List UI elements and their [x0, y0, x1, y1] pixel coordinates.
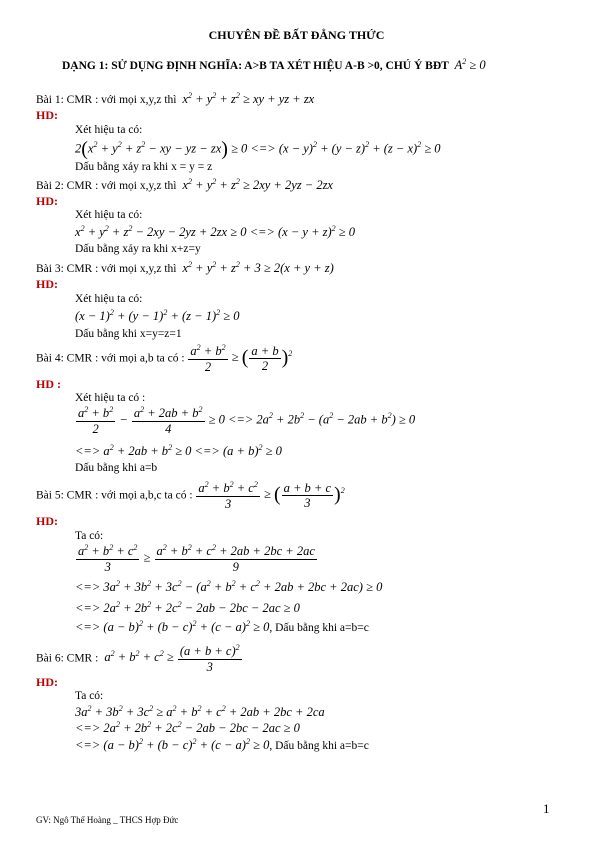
problem-6-step-2: <=> $2a^2 + 2b^2 + 2c^2 - 2ab - 2bc - 2ac \ge 0$: [75, 720, 300, 736]
problem-5-step-4: <=> $(a - b)^2 + (b - c)^2 + (c - a)^2 \ge 0$, Dấu bằng khi a=b=c: [75, 619, 369, 635]
problem-6-hd-label: HD:: [36, 675, 58, 689]
problem-1-formula: $x^2 + y^2 + z^2$ ≥ xy + yz + zx: [179, 91, 315, 107]
problem-1-step-1: $2(x^2 + y^2 + z^2$ − xy − yz − zx) ≥ 0 <=> $(x - y)^2 + (y - z)^2 + (z - x)^2 \ge 0$: [75, 138, 441, 160]
page-title: CHUYÊN ĐỀ BẤT ĐẲNG THỨC: [208, 28, 385, 42]
problem-4-statement: Bài 4: CMR : với mọi a,b ta có : $\frac{a^2 + b^2}{2}$ ≥ ( $\frac{a + b}{2}$ )$^2$: [36, 343, 293, 374]
problem-3-intro: Xét hiệu ta có:: [75, 293, 143, 305]
page-number: 1: [543, 801, 550, 816]
problem-3-statement: Bài 3: CMR : với mọi x,y,z thì $x^2 + y^2 + z^2 + 3 \ge 2(x + y + z)$: [36, 260, 334, 276]
problem-4-formula: $\frac{a^2 + b^2}{2}$ ≥ ( $\frac{a + b}{2}$ )$^2$: [190, 343, 293, 374]
problem-6-statement: Bài 6: CMR : $a^2 + b^2 + c^2$ ≥ $\frac{(a + b + c)^2}{3}$: [36, 643, 243, 674]
problem-1-hd-label: HD:: [36, 108, 58, 122]
problem-3-formula: $x^2 + y^2 + z^2 + 3 \ge 2(x + y + z)$: [179, 260, 334, 276]
problem-3-equality: Dấu bằng khi x=y=z=1: [75, 328, 182, 340]
problem-6-equality: , Dấu bằng khi a=b=c: [269, 740, 369, 753]
formula-a-squared: $A^2 \ge 0$: [451, 57, 486, 73]
problem-4-step-1: $\frac{a^2 + b^2}{2}$ − $\frac{a^2 + 2ab + b^2}{4}$ ≥ 0 <=> $2a^2 + 2b^2 - (a^2 - 2ab + b^2) \ge 0$: [78, 405, 416, 436]
problem-4-equality: Dấu bằng khi a=b: [75, 462, 158, 474]
problem-4-intro: Xét hiệu ta có :: [75, 392, 146, 404]
problem-5-hd-label: HD:: [36, 514, 58, 528]
problem-6-formula: $a^2 + b^2 + c^2$ ≥ $\frac{(a + b + c)^2}{3}$: [101, 643, 240, 674]
subtitle-text: DẠNG 1: SỬ DỤNG ĐỊNH NGHĨA: A>B TA XÉT HIỆU A-B >0, CHÚ Ý BĐT: [62, 60, 449, 73]
problem-1-statement: Bài 1: CMR : với mọi x,y,z thì $x^2 + y^2 + z^2$ ≥ xy + yz + zx: [36, 91, 315, 107]
problem-2-intro: Xét hiệu ta có:: [75, 209, 143, 221]
problem-5-formula: $\frac{a^2 + b^2 + c^2}{3}$ ≥ ( $\frac{a + b + c}{3}$ )$^2$: [198, 480, 345, 511]
problem-2-statement: Bài 2: CMR : với mọi x,y,z thì $x^2 + y^2 + z^2 \ge 2xy + 2yz - 2zx$: [36, 177, 333, 193]
problem-4-step-2: <=> $a^2 + 2ab + b^2 \ge 0$ <=> $(a + b)^2 \ge 0$: [75, 443, 282, 459]
problem-3-hd-label: HD:: [36, 277, 58, 291]
problem-5-equality: , Dấu bằng khi a=b=c: [269, 622, 369, 635]
problem-2-formula: $x^2 + y^2 + z^2 \ge 2xy + 2yz - 2zx$: [179, 177, 333, 193]
problem-6-step-1: $3a^2 + 3b^2 + 3c^2 \ge a^2 + b^2 + c^2 + 2ab + 2bc + 2ca$: [75, 704, 325, 720]
problem-5-step-2: <=> $3a^2 + 3b^2 + 3c^2 - (a^2 + b^2 + c^2 + 2ab + 2bc + 2ac) \ge 0$: [75, 579, 383, 595]
problem-5-statement: Bài 5: CMR : với mọi a,b,c ta có : $\frac{a^2 + b^2 + c^2}{3}$ ≥ ( $\frac{a + b + c}{3}$ )$^2$: [36, 480, 345, 511]
problem-2-step-1: $x^2 + y^2 + z^2 - 2xy - 2yz + 2zx \ge 0$ <=> $(x - y + z)^2 \ge 0$: [75, 224, 356, 240]
footer-author: GV: Ngô Thế Hoàng _ THCS Hợp Đức: [36, 815, 179, 825]
problem-6-step-3: <=> $(a - b)^2 + (b - c)^2 + (c - a)^2 \ge 0$, Dấu bằng khi a=b=c: [75, 737, 369, 753]
problem-5-step-1: $\frac{a^2 + b^2 + c^2}{3}$ ≥ $\frac{a^2 + b^2 + c^2 + 2ab + 2bc + 2ac}{9}$: [78, 543, 315, 574]
problem-6-intro: Ta có:: [75, 690, 104, 702]
problem-2-hd-label: HD:: [36, 194, 58, 208]
section-subtitle: [62, 57, 486, 73]
problem-1-intro: Xét hiệu ta có:: [75, 124, 143, 136]
problem-2-equality: Dấu bằng xảy ra khi x+z=y: [75, 243, 201, 255]
problem-4-hd-label: HD :: [36, 377, 61, 391]
problem-1-equality: Dấu bằng xảy ra khi x = y = z: [75, 161, 213, 173]
problem-5-step-3: <=> $2a^2 + 2b^2 + 2c^2 - 2ab - 2bc - 2ac \ge 0$: [75, 600, 300, 616]
problem-5-intro: Ta có:: [75, 530, 104, 542]
problem-3-step-1: $(x - 1)^2 + (y - 1)^2 + (z - 1)^2 \ge 0$: [75, 308, 240, 324]
